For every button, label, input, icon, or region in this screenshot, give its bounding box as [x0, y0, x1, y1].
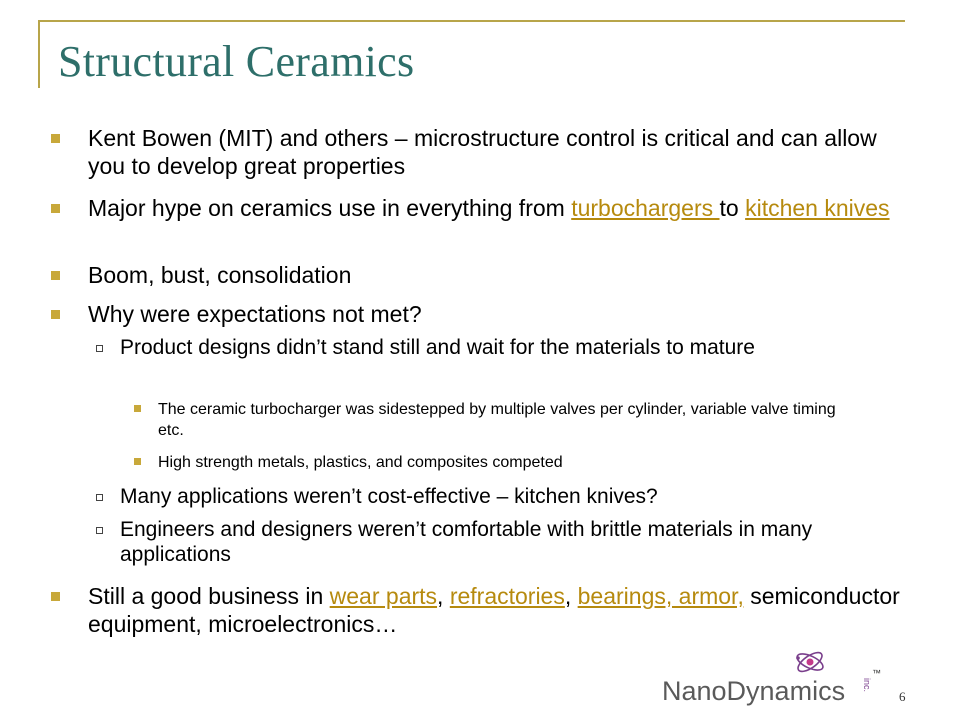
bullet-text: to: [719, 195, 746, 221]
square-bullet-icon: [51, 310, 60, 319]
bullet-text: Kent Bowen (MIT) and others – microstructure control is critical and can allow you to develop great properties: [88, 125, 877, 179]
bullet-item: [88, 194, 908, 222]
bullet-text: Boom, bust, consolidation: [88, 262, 352, 288]
square-bullet-icon: [51, 592, 60, 601]
sub-bullet-text: Product designs didn’t stand still and wait for the materials to mature: [120, 336, 755, 359]
square-bullet-icon: [134, 405, 141, 412]
sub-sub-bullet-text: High strength metals, plastics, and composites competed: [158, 454, 563, 471]
nanodynamics-logo: [660, 650, 890, 710]
bullet-text: Major hype on ceramics use in everything from: [88, 195, 572, 221]
square-bullet-icon: [134, 458, 141, 465]
sub-bullet-item: [120, 484, 880, 509]
sub-bullet-item: [120, 517, 880, 567]
sub-sub-bullet-item: [158, 452, 858, 473]
bullet-item: [88, 582, 908, 638]
bullet-text: ,: [437, 583, 450, 609]
logo-wordmark: NanoDynamics: [662, 676, 846, 706]
bullet-item: [88, 300, 908, 328]
sub-bullet-text: Many applications weren’t cost-effective – kitchen knives?: [120, 485, 658, 508]
link-wear-parts[interactable]: wear parts: [329, 583, 438, 609]
slide-title: Structural Ceramics: [58, 37, 415, 86]
hollow-square-bullet-icon: [96, 527, 103, 534]
hollow-square-bullet-icon: [96, 345, 103, 352]
sub-bullet-text: Engineers and designers weren’t comfortable with brittle materials in many applications: [120, 518, 813, 566]
bullet-item: [88, 261, 908, 289]
sub-sub-bullet-text: The ceramic turbocharger was sidestepped by multiple valves per cylinder, variable valve timing etc.: [158, 401, 836, 439]
bullet-item: [88, 124, 908, 180]
bullet-text: ,: [564, 583, 578, 609]
hollow-square-bullet-icon: [96, 494, 103, 501]
square-bullet-icon: [51, 134, 60, 143]
square-bullet-icon: [51, 271, 60, 280]
link-refractories[interactable]: refractories: [449, 583, 565, 609]
page-number: 6: [899, 689, 906, 704]
square-bullet-icon: [51, 204, 60, 213]
atom-icon: [795, 650, 825, 675]
link-bearings-armor[interactable]: bearings, armor,: [577, 583, 744, 609]
logo-suffix: inc.: [862, 678, 872, 693]
bullet-text: Why were expectations not met?: [88, 301, 422, 327]
bullet-text: Still a good business in: [88, 583, 330, 609]
sub-bullet-item: [120, 335, 880, 360]
bullet-text: semiconductor equipment, microelectronics…: [88, 583, 900, 637]
link-turbochargers[interactable]: turbochargers: [571, 195, 720, 221]
sub-sub-bullet-item: [158, 399, 858, 441]
trademark-symbol: ™: [872, 668, 881, 678]
link-kitchen-knives[interactable]: kitchen knives: [745, 195, 890, 221]
